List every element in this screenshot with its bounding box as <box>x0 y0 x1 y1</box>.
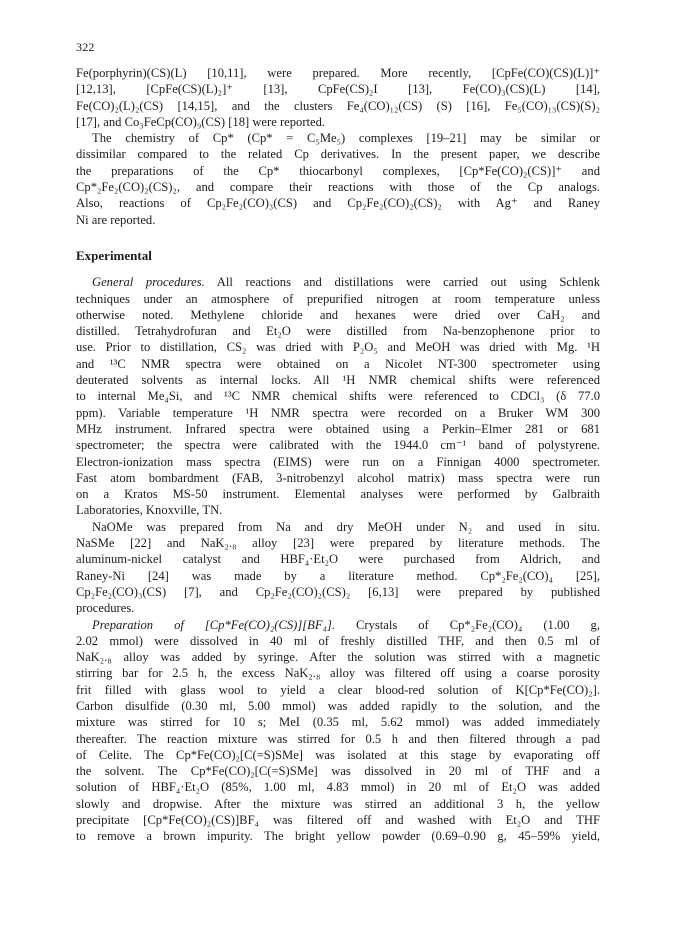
text-line: Cp₂Fe₂(CO)₃(CS) [7], and Cp₂Fe₂(CO)₂(CS)₂ [6,13] were prepared by published <box>76 584 600 599</box>
text-line: solution of HBF₄·Et₂O (85%, 1.00 ml, 4.83 mmol) in 20 ml of Et₂O was added <box>76 780 600 795</box>
text-line: use. Prior to distillation, CS₂ was dried with P₂O₅ and MeOH was dried with Mg. ¹H <box>76 340 600 355</box>
text-line: Raney-Ni [24] was made by a literature method. Cp*₂Fe₂(CO)₄ [25], <box>76 568 600 583</box>
text-line: aluminum-nickel catalyst and HBF₄·Et₂O were purchased from Aldrich, and <box>76 552 600 567</box>
reagents-paragraph <box>76 519 600 617</box>
text-line: mixture was stirred for 10 s; MeI (0.35 ml, 5.62 mmol) was added immediately <box>76 715 600 730</box>
general-procedures-paragraph <box>76 274 600 518</box>
text-line: and ¹³C NMR spectra were obtained on a Nicolet NT-300 spectrometer using <box>76 356 600 371</box>
text-line: [17], and Co₃FeCp(CO)₉(CS) [18] were reported. <box>76 114 326 129</box>
text-line: Ni are reported. <box>76 212 156 227</box>
text-line: spectrometer; the spectra were calibrated with the 1944.0 cm⁻¹ band of polystyrene. <box>76 438 600 453</box>
text-line: to remove a brown impurity. The bright yellow powder (0.69–0.90 g, 45–59% yield, <box>76 829 600 844</box>
text-line: techniques under an atmosphere of prepurified nitrogen at room temperature unless <box>76 291 600 306</box>
text-line: on a Kratos MS-50 instrument. Elemental analyses were performed by Galbraith <box>76 487 600 502</box>
text-line: NaSMe [22] and NaK₂.₈ alloy [23] were prepared by literature methods. The <box>76 536 600 551</box>
text-line: of Celite. The Cp*Fe(CO)₂[C(=S)SMe] was isolated at this stage by evaporating off <box>76 747 600 762</box>
text-line: MHz instrument. Infrared spectra were obtained using a Perkin–Elmer 281 or 681 <box>76 421 600 436</box>
intro-paragraph <box>76 65 600 228</box>
text-line: NaK₂.₈ alloy was added by syringe. After the solution was stirred with a magnetic <box>76 650 600 665</box>
text-line: otherwise noted. Methylene chloride and hexanes were dried over CaH₂ and <box>76 307 600 322</box>
text-line: The chemistry of Cp* (Cp* = C₅Me₅) complexes [19–21] may be similar or <box>92 131 600 146</box>
text-line: deuterated solvents as internal locks. All ¹H NMR chemical shifts were referenced <box>76 373 600 388</box>
preparation-paragraph <box>76 617 600 845</box>
text-line: stirring bar for 2.5 h, the excess NaK₂.₈ alloy was filtered off using a coarse porosity <box>76 666 600 681</box>
text-line: Fast atom bombardment (FAB, 3-nitrobenzyl alcohol matrix) mass spectra were run <box>76 470 600 485</box>
text-line: to internal Me₄Si, and ¹³C NMR chemical shifts were referenced to CDCl₃ (δ 77.0 <box>76 389 600 404</box>
section-heading: Experimental <box>76 247 152 263</box>
text-line: Carbon disulfide (0.30 ml, 5.00 mmol) was added rapidly to the solution, and the <box>76 698 600 713</box>
text-line: Fe(CO)₂(L)₂(CS) [14,15], and the clusters Fe₄(CO)₁₂(CS) (S) [16], Fe₅(CO)₁₃(CS)(S)₂ <box>76 98 600 113</box>
page-number: 322 <box>76 40 95 54</box>
text-line: Cp*₂Fe₂(CO)₂(CS)₂, and compare their reactions with those of the Cp analogs. <box>76 180 600 195</box>
text-line: Fe(porphyrin)(CS)(L) [10,11], were prepared. More recently, [CpFe(CO)(CS)(L)]⁺ <box>76 66 600 80</box>
text-line: [12,13], [CpFe(CS)(L)₂]⁺ [13], CpFe(CS)₂I [13], Fe(CO)₃(CS)(L) [14], <box>76 82 600 97</box>
text-line: dissimilar compared to the related Cp derivatives. In the present paper, we describe <box>76 147 600 162</box>
text-line: the preparations of the Cp* thiocarbonyl complexes, [Cp*Fe(CO)₂(CS)]⁺ and <box>76 163 600 178</box>
text-line: Also, reactions of Cp₂Fe₂(CO)₃(CS) and Cp₂Fe₂(CO)₂(CS)₂ with Ag⁺ and Raney <box>76 196 600 211</box>
text-line: slowly and dropwise. After the mixture was stirred an additional 3 h, the yellow <box>76 796 600 811</box>
text-line: thereafter. The reaction mixture was stirred for 0.5 h and then filtered through a pad <box>76 731 600 746</box>
text-line: the solvent. The Cp*Fe(CO)₂[C(=S)SMe] was dissolved in 20 ml of THF and a <box>76 764 600 779</box>
text-line: ppm). Variable temperature ¹H NMR spectra were recorded on a Bruker WM 300 <box>76 405 600 420</box>
text-line: frit filled with glass wool to yield a clear blood-red solution of K[Cp*Fe(CO)₂]. <box>76 682 600 697</box>
preparation-title: Preparation of [Cp*Fe(CO)₂(CS)][BF₄]. <box>92 617 335 632</box>
article-body <box>76 65 600 845</box>
text-line: Laboratories, Knoxville, TN. <box>76 503 223 518</box>
text-line: All reactions and distillations were carried out using Schlenk <box>216 275 600 290</box>
text-line: NaOMe was prepared from Na and dry MeOH under N₂ and used in situ. <box>92 519 600 534</box>
text-line: Crystals of Cp*₂Fe₂(CO)₄ (1.00 g, <box>355 617 600 632</box>
text-line: Electron-ionization mass spectra (EIMS) were run on a Finnigan 4000 spectrometer. <box>76 454 600 469</box>
general-procedures-title: General procedures. <box>92 275 205 290</box>
text-line: 2.02 mmol) were dissolved in 40 ml of freshly distilled THF, and then 0.5 ml of <box>76 633 600 648</box>
text-line: precipitate [Cp*Fe(CO)₂(CS)]BF₄ was filtered off and washed with Et₂O and THF <box>76 813 600 828</box>
text-line: distilled. Tetrahydrofuran and Et₂O were distilled from Na-benzophenone prior to <box>76 324 600 339</box>
text-line: procedures. <box>76 601 135 616</box>
